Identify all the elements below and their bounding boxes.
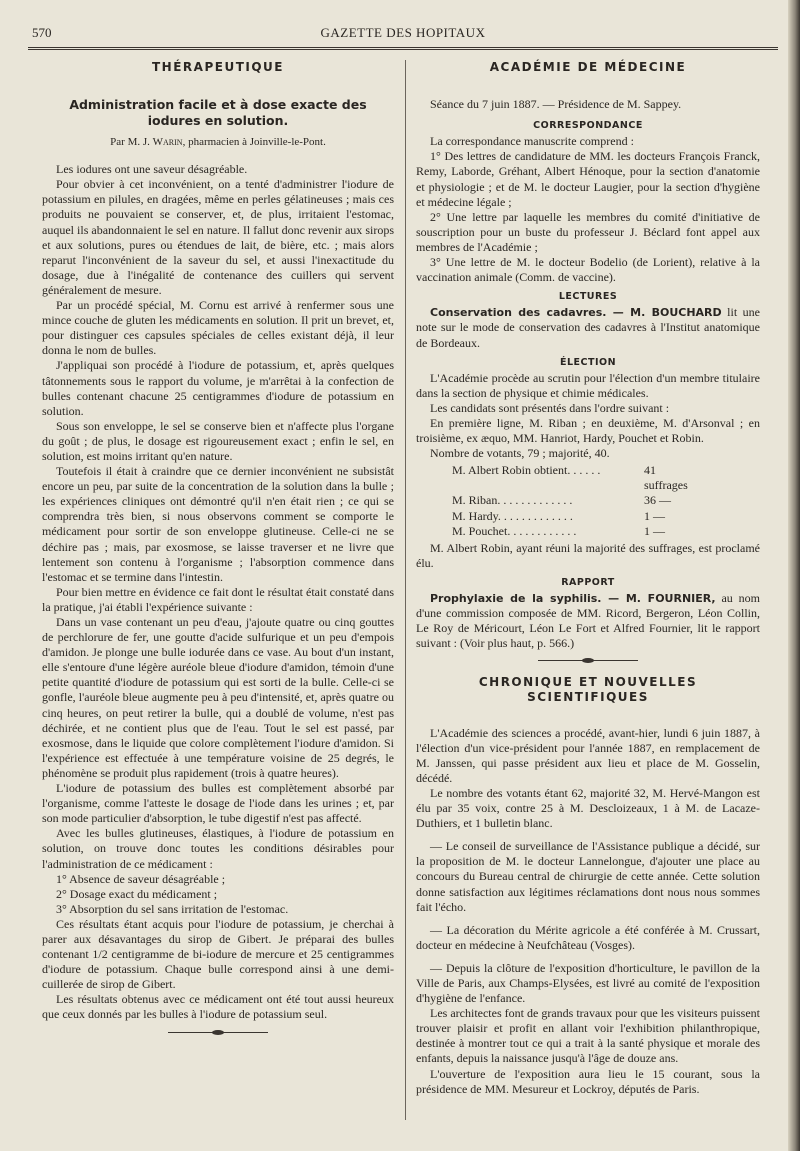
subhead-correspondance: CORRESPONDANCE [533,120,643,132]
paragraph: Pour bien mettre en évidence ce fait dont le résultat était constaté dans la pratique, j'ai établi l'expérience suivante : [42,584,394,614]
paragraph: Le nombre des votants étant 62, majorité 32, M. Hervé-Mangon est élu par 35 voix, contre 25 à M. Descloizeaux, 1 à M. de Lacaze-Duthiers, et 1 bulletin blanc. [416,785,760,831]
vote-row [452,509,692,524]
rapport-paragraph [416,591,760,651]
paragraph: L'Académie procède au scrutin pour l'élection d'un membre titulaire dans la section de physique et chimie médicales. [416,370,760,400]
rapport-text: au nom d'une commission composée de MM. Ricord, Bergeron, Léon Collin, Le Roy de Méricourt, Léon Le Fort et Alfred Fournier, lit le rapport suivant : (Voir plus haut, p. 566.) [416,591,760,651]
paragraph: Les iodures ont une saveur désagréable. [56,162,248,177]
paragraph: Les architectes font de grands travaux pour que les visiteurs puissent trouver plaisir et profit en allant voir l'exhibition philanthropique, destinée à montrer tout ce qui a trait à la santé physique et morale des enfants, depuis la naissance jusqu'à l'âge de douze ans. [416,1006,760,1066]
vote-name: M. Pouchet. . . . . . . . . . . . [452,523,577,538]
header-rule [28,47,778,50]
paragraph: En première ligne, M. Riban ; en deuxième, M. d'Arsonval ; en troisième, ex æquo, MM. Hanriot, Hardy, Pouchet et Robin. [416,415,760,446]
ornament-divider [168,1029,268,1037]
byline-prefix: Par M. J. [110,136,153,149]
paragraph: J'appliquai son procédé à l'iodure de potassium, et, après quelques tâtonnements sous le rapport du volume, je m'arrêtai à la confection de bulles contenant chacune 25 centigrammes d'iodure de potassium en solution. [42,358,394,418]
author-name: Warin [152,136,183,149]
seance-line: Séance du 7 juin 1887. — Présidence de M. Sappey. [430,97,682,112]
subhead-lectures: LECTURES [558,291,618,303]
paragraph: Toutefois il était à craindre que ce dernier inconvénient ne subsistât encore un peu, par suite de la concentration de la solution dans la bulle ; les expériences cliniques ont démontré qu'il n'en était rien ; ce qui se comprendra très bien, si nous observons comment se comporte le médicament pour sortir de son enveloppe glutineuse. Celle-ci ne se déchire pas ; mais, par exosmose, se laisse traverser et ne livre que lentement son contenu à l'organisme ; l'absorption commence dans l'estomac et se termine dans l'intestin. [42,464,394,584]
paragraph: 3° Une lettre de M. le docteur Bodelio (de Lorient), relative à la vaccination animale (Comm. de vaccine). [416,255,760,285]
paragraph: Sous son enveloppe, le sel se conserve bien et n'affecte plus l'organe du goût ; de plus, le dosage est rigoureusement exact ; enfin le sel, en solution, est moins irritant qu'en nature. [42,418,394,463]
section-title-therapeutique: THÉRAPEUTIQUE [152,60,284,74]
vote-count: 41 suffrages [644,463,688,493]
paragraph: — Le conseil de surveillance de l'Assistance publique a décidé, sur la proposition de M. le docteur Lannelongue, d'ajouter une place au concours du Bureau central de chirurgie de cette année. Cette solution donne satisfaction aux légitimes réclamations dont nous nous sommes fait l'écho. [416,839,760,914]
section-title-academie: ACADÉMIE DE MÉDECINE [489,60,687,74]
paragraph: Dans un vase contenant un peu d'eau, j'ajoute quatre ou cinq gouttes de perchlorure de fer, une goutte d'acide sulfurique et un peu d'empois d'amidon. Je plonge une bulle iodurée dans ce vase. Au bout d'un instant, elle s'entoure d'une légère auréole bleue d'iodure d'amidon, témoin d'une petite quantité d'iodure de potassium qui est sorti de la bulle. Celle-ci se gonfle, l'auréole bleue augmente peu à peu d'intensité, et, après quatre ou cinq heures, on peut retirer la bulle, qui a doublé de volume, n'est pas déchirée, et ne contient plus que de l'eau. Tout le sel est passé, par exosmose, dans le liquide que colore complètement l'iodure d'amidon. Si l'expérience est effectuée à une température voisine de 25 degrés, le phénomène se produit plus rapidement (trois à quatre heures). [42,615,394,780]
paragraph: La correspondance manuscrite comprend : [430,134,634,149]
vote-row [452,463,692,493]
byline-suffix: , pharmacien à Joinville-le-Pont. [182,136,326,149]
paragraph: L'ouverture de l'exposition aura lieu le 15 courant, sous la présidence de MM. Mesureur et Lockroy, députés de Paris. [416,1066,760,1096]
paragraph: Les résultats obtenus avec ce médicament ont été tout aussi heureux que ceux donnés par les bulles à l'iodure de potassium seul. [42,992,394,1022]
article-title: Administration facile et à dose exacte des iodures en solution. [69,97,367,129]
list-item: 3° Absorption du sel sans irritation de l'estomac. [56,901,289,916]
paragraph: — Depuis la clôture de l'exposition d'horticulture, le pavillon de la Ville de Paris, aux Champs-Elysées, est livré au comité de l'exposition d'hygiène de l'enfance. [416,960,760,1006]
ornament-divider [538,657,638,665]
lectures-heading: Conservation des cadavres. — M. BOUCHARD [430,306,722,320]
vote-row [452,493,692,508]
vote-name: M. Riban. . . . . . . . . . . . . [452,493,573,508]
vote-name: M. Hardy. . . . . . . . . . . . . [452,508,573,523]
section-title-chronique: CHRONIQUE ET NOUVELLES SCIENTIFIQUES [478,675,698,705]
paragraph: Ces résultats étant acquis pour l'iodure de potassium, je cherchai à parer aux désavantages du sirop de Gibert. Je préparai des bulles contenant 1/2 centigramme de bi-iodure de mercure et 25 centigrammes d'iodure de potassium. Chaque bulle correspond ainsi à une demi-cuillerée de sirop de Gibert. [42,916,394,992]
vote-count: 1 — [644,523,665,538]
vote-count: 1 — [644,508,665,523]
journal-title: GAZETTE DES HOPITAUX [320,25,486,40]
paragraph: — La décoration du Mérite agricole a été conférée à M. Crussart, docteur en médecine à Neufchâteau (Vosges). [416,922,760,952]
list-item: 1° Absence de saveur désagréable ; [56,871,226,886]
list-item: 2° Dosage exact du médicament ; [56,886,218,901]
vote-count: 36 — [644,493,671,508]
subhead-election: ÉLECTION [559,356,617,368]
paragraph: L'Académie des sciences a procédé, avant-hier, lundi 6 juin 1887, à l'élection d'un vice-président pour l'année 1887, en remplacement de M. Janssen, qui passe président aux lieu et place de M. Gosselin, décédé. [416,725,760,785]
right-column [416,60,760,1097]
running-header [28,22,778,44]
election-result: M. Albert Robin, ayant réuni la majorité des suffrages, est proclamé élu. [416,540,760,570]
paragraph: Nombre de votants, 79 ; majorité, 40. [430,446,610,461]
rapport-heading: Prophylaxie de la syphilis. — M. FOURNIER, [430,592,716,605]
lectures-paragraph [416,305,760,350]
votes-table [452,463,692,538]
page-number: 570 [32,25,52,40]
vote-row [452,524,692,539]
paragraph: 1° Des lettres de candidature de MM. les docteurs François Franck, Remy, Laborde, Gréhant, Albert Hénoque, pour la section d'anatomie et physiologie ; et de M. le docteur Laugier, pour la section d'hygiène et médecine légale ; [416,149,760,209]
vote-name: M. Albert Robin obtient. . . . . . [452,463,601,478]
paragraph: L'iodure de potassium des bulles est complètement absorbé par l'organisme, comme l'atteste le dosage de l'iode dans les urines ; et, par son mode particulier d'absorption, le tube digestif n'est pas affecté. [42,781,394,826]
paragraph: Les candidats sont présentés dans l'ordre suivant : [430,400,670,415]
page-edge-shadow [788,0,800,1151]
byline [42,135,394,150]
lectures-text: lit une note sur le mode de conservation des cadavres à l'Institut anatomique de Bordeaux. [416,305,760,350]
column-divider [405,60,406,1120]
subhead-rapport: RAPPORT [561,576,615,588]
paragraph: Avec les bulles glutineuses, élastiques, à l'iodure de potassium en solution, on trouve donc toutes les conditions désirables pour l'administration de ce médicament : [42,826,394,871]
left-column [42,60,394,1047]
paragraph: Pour obvier à cet inconvénient, on a tenté d'administrer l'iodure de potassium en pilules, en dragées, même en perles gélatineuses ; mais ces produits ne pouvaient se conserver, et, de plus, irritaient l'estomac, auquel ils abandonnaient le sel en nature. Il fallut donc revenir aux sirops et aux solutions, pures ou étendues de lait, de bière, etc. ; mais alors reparut l'inconvénient de la saveur du sel, et aussi l'inexactitude du dosage, due à l'inégalité de contenance des cuillers qui servent généralement de mesure. [42,177,394,297]
paragraph: Par un procédé spécial, M. Cornu est arrivé à renfermer sous une mince couche de gluten les médicaments en solution. Il prit un brevet, et, pour distinguer ces capsules spéciales de celles existant déjà, il leur donna le nom de bulles. [42,298,394,358]
paragraph: 2° Une lettre par laquelle les membres du comité d'initiative de souscription pour un buste du professeur J. Béclard font appel aux membres de l'Académie ; [416,209,760,254]
